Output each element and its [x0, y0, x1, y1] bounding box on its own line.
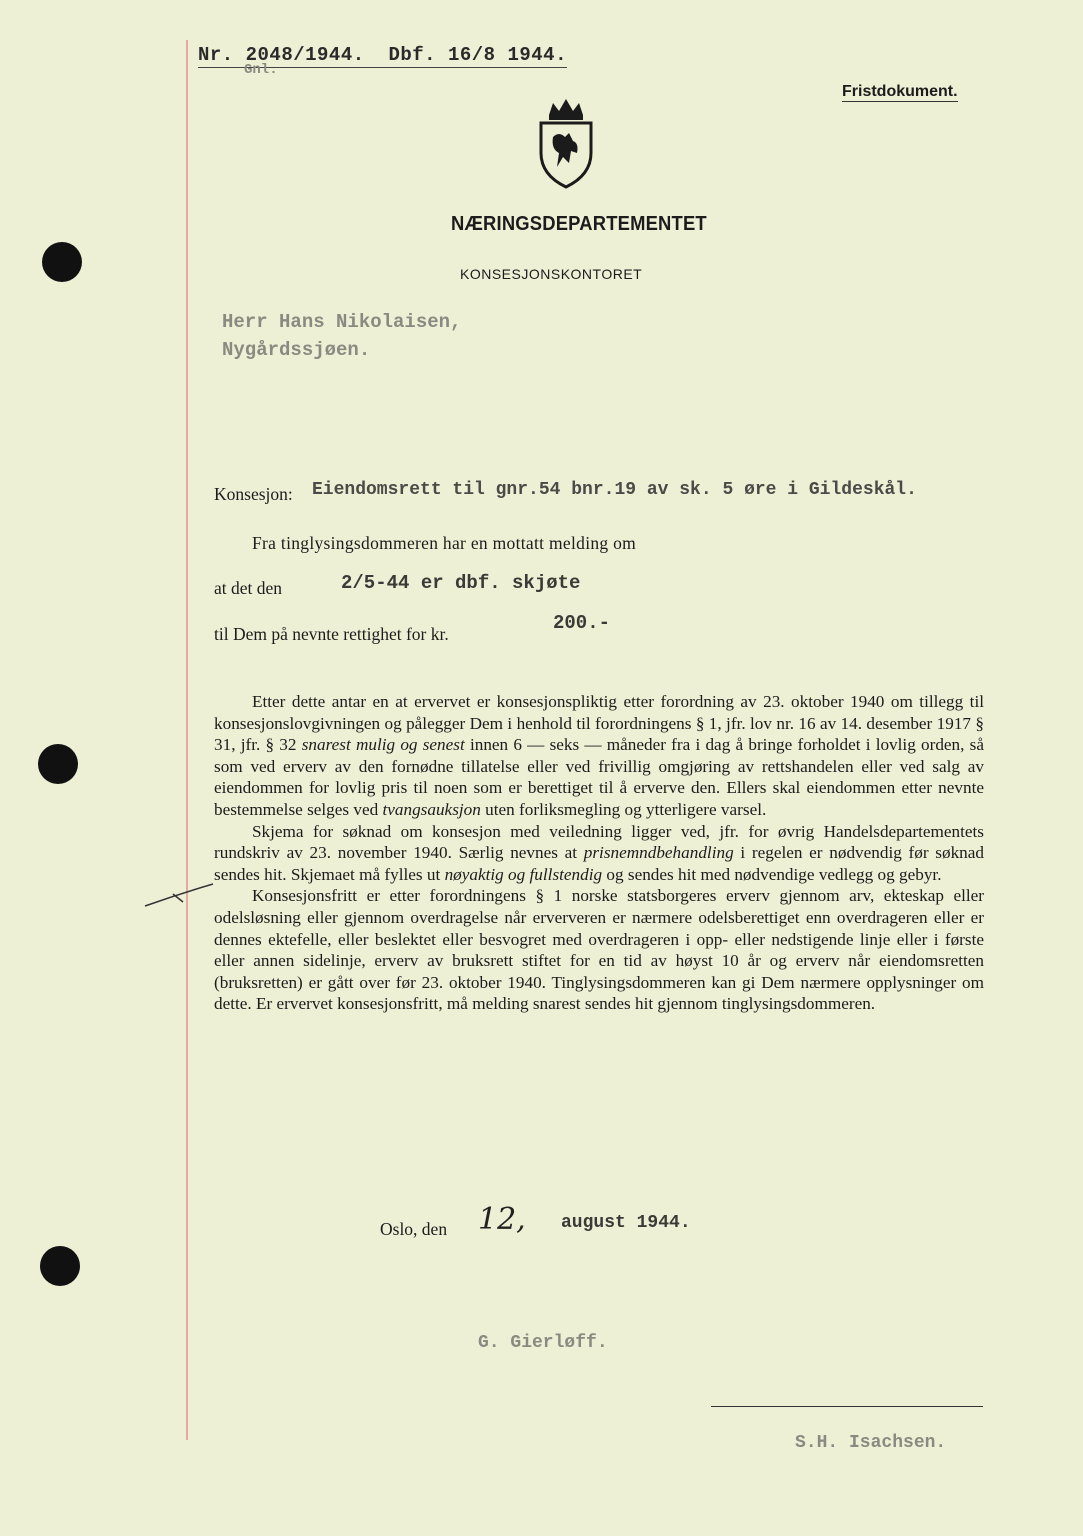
paragraph-3: Konsesjonsfritt er etter forordningens § 1 norske statsborgeres erverv gjennom arv, ekteskap eller odelsløsning eller gjennom overdragelse når erververen er nærmere odelsberettiget enn overdrageren eller er dennes ektefelle, eller beslektet eller besvogret med overdrageren i opp- eller nedstigende linje eller i første eller annen sidelinje, erverv av bruksrett stiftet for en tid av høyst 10 år og erverv når eiendomsretten (bruksretten) er gått over før 23. oktober 1940. Tinglysingsdommeren kan gi Dem nærmere opplysninger om dette. Er ervervet konsesjonsfritt, må melding snarest sendes hit gjennom tinglysingsdommeren.	[214, 886, 984, 1014]
date-label: Oslo, den	[380, 1219, 448, 1239]
punch-hole-middle	[38, 744, 78, 784]
ministry-name: NÆRINGSDEPARTEMENTET	[451, 213, 707, 235]
til-label: til Dem på nevnte rettighet for kr.	[214, 624, 449, 644]
coat-of-arms-icon	[535, 97, 597, 189]
p1-text-b: innen 6 — seks — måneder fra i dag å bringe forholdet i lovlig orden, så som ved erverv av den fornødne tillatelse eller ved frivillig omgjøring av rettshandelen eller ved salg av eiendommen for lovlig pris til noen som er berettiget til å erverve den. Ellers skal eiendommen etter nevnte bestemmelse selges ved	[214, 735, 984, 819]
p1-text-c: uten forliksmegling og ytterligere varsel.	[480, 799, 767, 819]
til-value: 200.-	[553, 612, 611, 634]
ref-number: Nr. 2048/1944.	[198, 44, 365, 66]
punch-hole-top	[42, 242, 82, 282]
signature-first: G. Gierløff.	[478, 1333, 608, 1353]
extra-mark: Gnl.	[244, 62, 278, 78]
date-day: 12,	[478, 1202, 526, 1237]
addressee-place: Nygårdssjøen.	[222, 339, 371, 361]
dbf-date: Dbf. 16/8 1944.	[388, 44, 567, 66]
office-name: KONSESJONSKONTORET	[460, 266, 643, 282]
signature-line	[711, 1406, 983, 1407]
p1-emphasis-2: tvangsauksjon	[382, 799, 481, 819]
punch-hole-bottom	[40, 1246, 80, 1286]
body-text	[214, 691, 984, 1015]
document-type: Fristdokument.	[842, 83, 958, 100]
paragraph-1	[214, 691, 984, 821]
at-label: at det den	[214, 578, 283, 598]
p2-text-b: i regelen er nødvendig før søknad sendes hit. Skjemaet må fylles ut	[214, 843, 984, 884]
notice-line: Fra tinglysingsdommeren har en mottatt melding om	[252, 533, 637, 553]
addressee	[222, 308, 461, 364]
signature-second: S.H. Isachsen.	[795, 1433, 947, 1453]
margin-mark-icon	[143, 880, 217, 910]
p2-text-a: Skjema for søknad om konsesjon med veiledning ligger ved, jfr. for øvrig Handelsdepartementets rundskriv av 23. november 1940. Særlig nevnes at	[214, 821, 984, 863]
p1-text-a: Etter dette antar en at ervervet er konsesjonspliktig etter forordning av 23. oktober 1940 om tillegg til konsesjonslovgivningen og pålegger Dem i henhold til forordningens § 1, jfr. lov nr. 16 av 14. desember 1917 § 31, jfr. § 32	[214, 692, 984, 755]
at-value: 2/5-44 er dbf. skjøte	[341, 572, 581, 594]
paragraph-2	[214, 821, 984, 886]
konsesjon-label: Konsesjon:	[214, 484, 293, 504]
p2-text-c: og sendes hit med nødvendige vedlegg og gebyr.	[602, 864, 942, 884]
date-rest: august 1944.	[561, 1213, 691, 1233]
p2-emphasis-1: prisnemndbehandling	[583, 843, 734, 863]
p2-emphasis-2: nøyaktig og fullstendig	[444, 864, 603, 884]
addressee-name: Herr Hans Nikolaisen,	[222, 311, 462, 333]
p1-emphasis-1: snarest mulig og senest	[301, 735, 465, 755]
konsesjon-value: Eiendomsrett til gnr.54 bnr.19 av sk. 5 øre i Gildeskål.	[312, 480, 917, 500]
margin-line	[186, 40, 188, 1440]
